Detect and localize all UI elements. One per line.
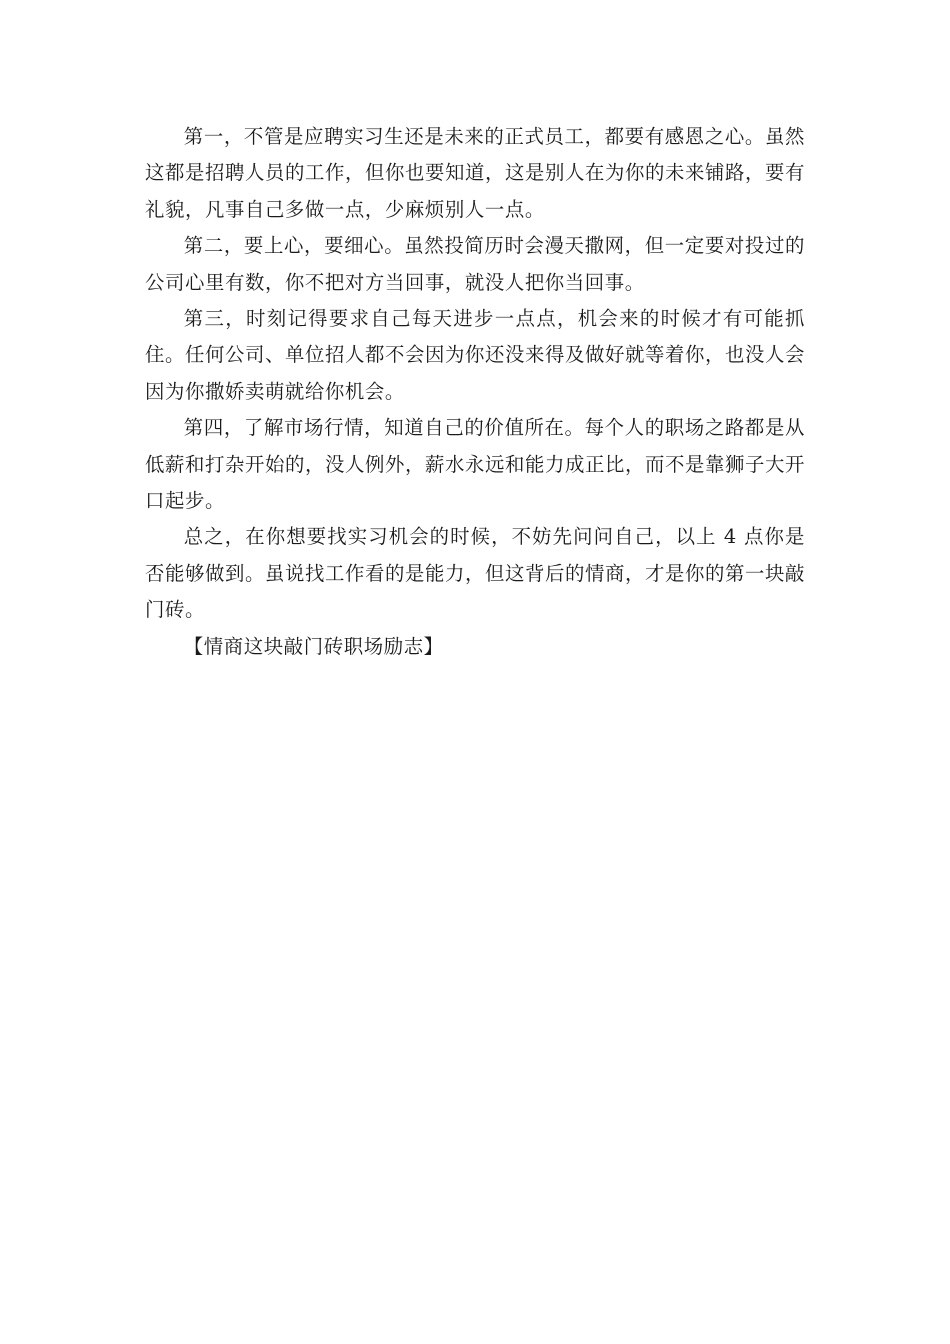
paragraph-summary: 总之，在你想要找实习机会的时候，不妨先问问自己，以上 4 点你是否能够做到。虽说找工作看的是能力，但这背后的情商，才是你的第一块敲门砖。 — [145, 525, 805, 622]
paragraph-fourth: 第四，了解市场行情，知道自己的价值所在。每个人的职场之路都是从低薪和打杂开始的，没人例外，薪水永远和能力成正比，而不是靠狮子大开口起步。 — [145, 416, 805, 513]
article-tag: 【情商这块敲门砖职场励志】 — [183, 634, 444, 658]
paragraph-third: 第三，时刻记得要求自己每天进步一点点，机会来的时候才有可能抓住。任何公司、单位招人都不会因为你还没来得及做好就等着你，也没人会因为你撒娇卖萌就给你机会。 — [145, 307, 805, 403]
paragraph-first: 第一，不管是应聘实习生还是未来的正式员工，都要有感恩之心。虽然这都是招聘人员的工作，但你也要知道，这是别人在为你的未来铺路，要有礼貌，凡事自己多做一点，少麻烦别人一点。 — [145, 125, 805, 221]
document-body — [145, 119, 805, 665]
paragraph-second: 第二，要上心，要细心。虽然投简历时会漫天撒网，但一定要对投过的公司心里有数，你不把对方当回事，就没人把你当回事。 — [145, 234, 805, 294]
